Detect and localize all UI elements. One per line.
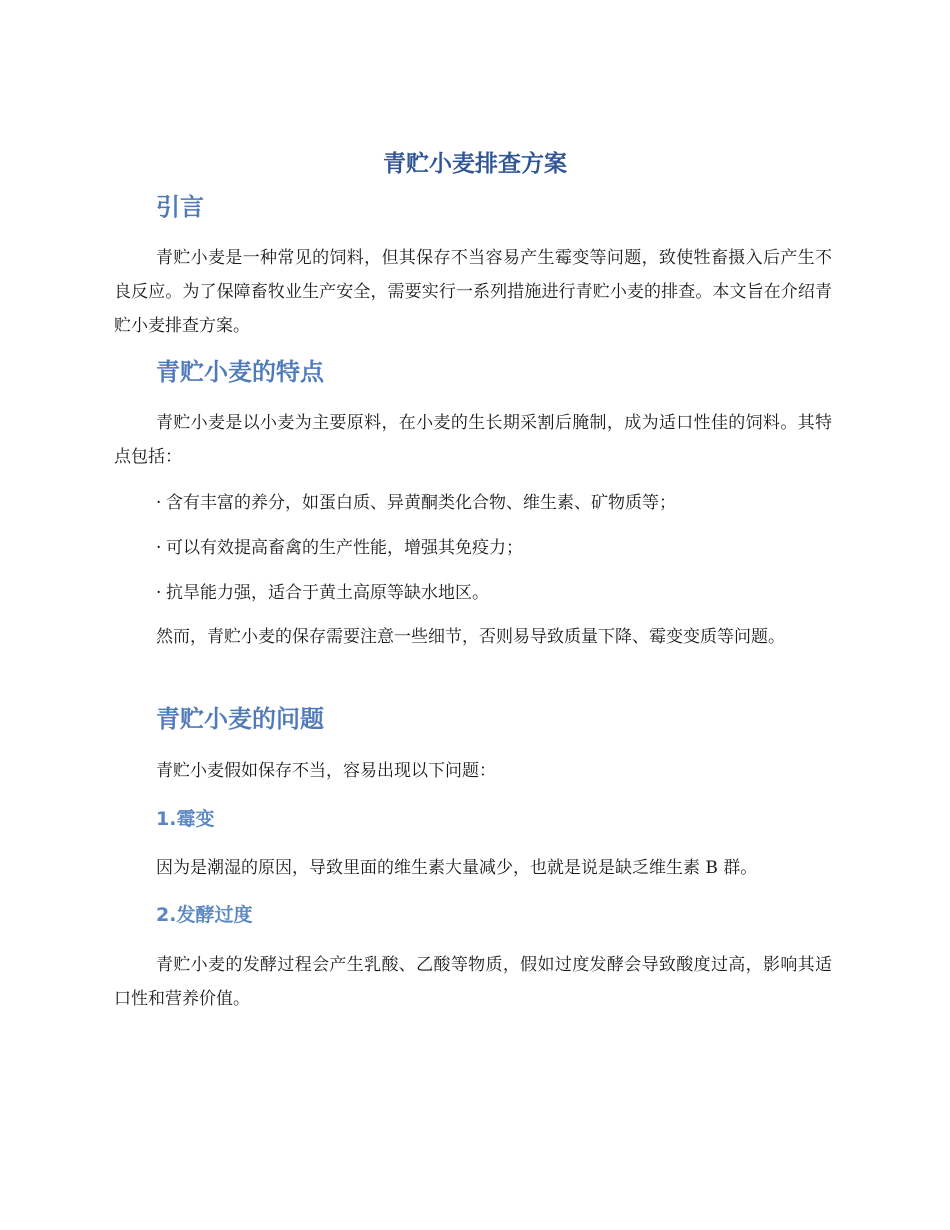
section-heading-introduction: 引言 [156, 193, 204, 221]
bullet-dot: · [156, 583, 162, 603]
section-heading-problems: 青贮小麦的问题 [156, 705, 324, 733]
bullet-text: 抗旱能力强，适合于黄土高原等缺水地区。 [166, 583, 489, 603]
features-paragraph: 青贮小麦是以小麦为主要原料，在小麦的生长期采割后腌制，成为适口性佳的饲料。其特点包括： [114, 413, 832, 467]
features-closing-paragraph: 然而，青贮小麦的保存需要注意一些细节，否则易导致质量下降、霉变变质等问题。 [156, 627, 785, 647]
feature-bullet-item [156, 576, 832, 610]
intro-paragraph: 青贮小麦是一种常见的饲料，但其保存不当容易产生霉变等问题，致使牲畜摄入后产生不良反应。为了保障畜牧业生产安全，需要实行一系列措施进行青贮小麦的排查。本文旨在介绍青贮小麦排查方案。 [114, 248, 832, 336]
bullet-text: 可以有效提高畜禽的生产性能，增强其免疫力； [166, 538, 523, 558]
over-fermentation-paragraph: 青贮小麦的发酵过程会产生乳酸、乙酸等物质，假如过度发酵会导致酸度过高，影响其适口性和营养价值。 [114, 955, 832, 1009]
bullet-dot: · [156, 493, 162, 513]
subsection-heading-mold: 1.霉变 [156, 808, 215, 830]
bullet-dot: · [156, 538, 162, 558]
feature-bullet-item [156, 486, 832, 520]
bullet-text: 含有丰富的养分，如蛋白质、异黄酮类化合物、维生素、矿物质等； [166, 493, 676, 513]
problems-paragraph: 青贮小麦假如保存不当，容易出现以下问题： [156, 761, 496, 781]
document-title: 青贮小麦排查方案 [383, 151, 567, 177]
section-heading-features: 青贮小麦的特点 [156, 358, 324, 386]
feature-bullet-item [156, 531, 832, 565]
subsection-heading-over-fermentation: 2.发酵过度 [156, 904, 253, 926]
mold-paragraph: 因为是潮湿的原因，导致里面的维生素大量减少，也就是说是缺乏维生素 B 群。 [156, 858, 758, 878]
